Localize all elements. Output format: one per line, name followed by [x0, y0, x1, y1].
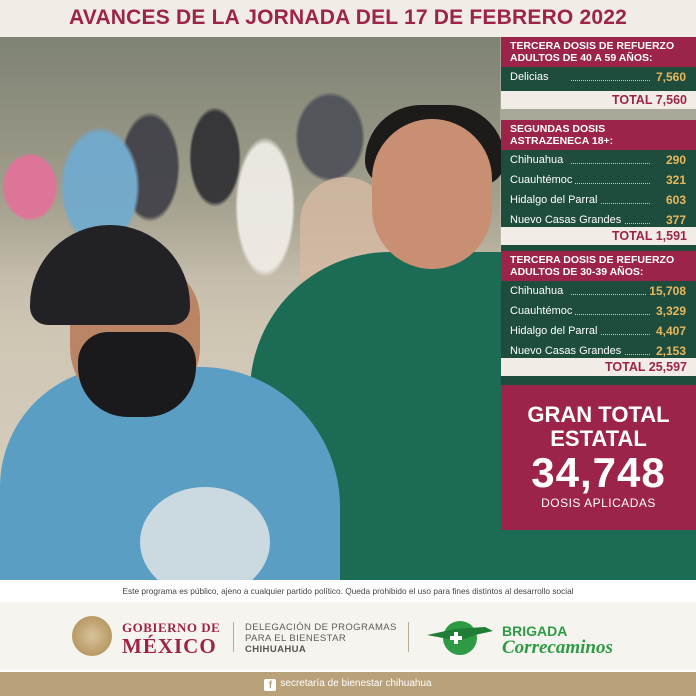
- section-heading: TERCERA DOSIS DE REFUERZO ADULTOS DE 40 A 59 AÑOS:: [501, 37, 696, 67]
- section-total: TOTAL 1,591: [501, 227, 696, 245]
- section-heading: TERCERA DOSIS DE REFUERZO ADULTOS DE 30-39 AÑOS:: [501, 251, 696, 281]
- list-item: Nuevo Casas Grandes 377: [501, 210, 696, 230]
- list-item: Hidalgo del Parral 4,407: [501, 321, 696, 341]
- grand-total-value: 34,748: [531, 449, 666, 496]
- footer-text[interactable]: secretaría de bienestar chihuahua: [280, 678, 432, 689]
- list-item: Chihuahua 290: [501, 150, 696, 170]
- list-item: Chihuahua 15,708: [501, 281, 696, 301]
- grand-total-box: [501, 385, 696, 530]
- nurse-face: [372, 119, 492, 269]
- stats-section-1: [501, 37, 696, 94]
- section-heading: SEGUNDAS DOSIS ASTRAZENECA 18+:: [501, 120, 696, 150]
- list-item: Hidalgo del Parral 603: [501, 190, 696, 210]
- list-item: Cuauhtémoc 321: [501, 170, 696, 190]
- man-mask: [78, 332, 196, 417]
- roadrunner-logo-icon: [425, 619, 495, 657]
- section-total: TOTAL 7,560: [501, 91, 696, 109]
- grand-total-label-2: ESTATAL: [550, 426, 647, 451]
- grand-total-label: GRAN TOTAL: [527, 402, 670, 427]
- grand-total-sub: DOSIS APLICADAS: [541, 496, 656, 510]
- list-item: Cuauhtémoc 3,329: [501, 301, 696, 321]
- title-bar: [0, 0, 696, 37]
- list-item: Nuevo Casas Grandes 2,153: [501, 341, 696, 361]
- divider: [233, 622, 234, 652]
- municipality-name: Delicias: [510, 71, 552, 83]
- list-item: [501, 67, 696, 87]
- brigada-label: BRIGADA: [502, 623, 568, 639]
- logo-bar: [0, 602, 696, 670]
- gobierno-label: GOBIERNO DE: [122, 620, 221, 635]
- facebook-icon[interactable]: f: [264, 679, 276, 691]
- delegacion-label: DELEGACIÓN DE PROGRAMAS PARA EL BIENESTAR CHIHUAHUA: [245, 622, 397, 655]
- page-title: AVANCES DE LA JORNADA DEL 17 DE FEBRERO 2022: [68, 6, 628, 29]
- mexico-label: MÉXICO: [122, 634, 217, 658]
- mexico-seal-icon: [72, 616, 112, 656]
- disclaimer: Este programa es público, ajeno a cualquier partido político. Queda prohibido el uso para fines distintos al desarrollo social: [0, 580, 696, 602]
- footer: [0, 672, 696, 696]
- divider: [408, 622, 409, 652]
- section-total: TOTAL 25,597: [501, 358, 696, 376]
- dose-count: 7,560: [653, 67, 686, 87]
- correcaminos-label: Correcaminos: [502, 637, 613, 658]
